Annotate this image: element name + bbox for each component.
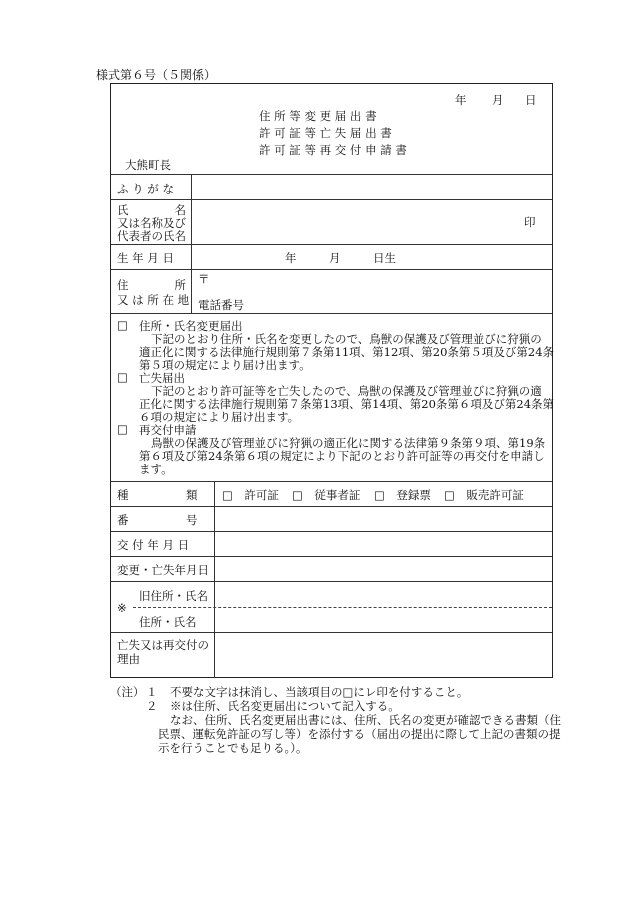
seal-mark: 印 xyxy=(524,215,536,229)
birth-date-field[interactable] xyxy=(192,245,552,269)
name-field[interactable] xyxy=(192,200,512,243)
change-date-field[interactable] xyxy=(215,557,552,581)
notes-prefix: （注） xyxy=(110,685,145,699)
date-year-label: 年 xyxy=(455,93,467,107)
address-label-line2: 又 は 所 在 地 xyxy=(117,293,190,307)
furigana-field[interactable] xyxy=(192,175,552,199)
section-loss-text: ６項の規定により届け出ます。 xyxy=(139,410,300,424)
old-address-name-label: 旧住所・氏名 xyxy=(139,589,208,603)
section-reissue-text: 鳥獣の保護及び管理並びに狩猟の適正化に関する法律第９条第９項、第19条 xyxy=(151,436,546,450)
note-1-text: 不要な文字は抹消し、当該項目の□にレ印を付すること。 xyxy=(170,685,469,699)
row-divider xyxy=(111,313,552,314)
note-2-text: ※は住所、氏名変更届出について記入する。 xyxy=(170,699,400,713)
address-label: 住 所 xyxy=(117,278,186,292)
address-field[interactable] xyxy=(192,270,552,312)
type-label: 種 類 xyxy=(117,488,198,502)
type-option-worker-certificate[interactable]: □ 従事者証 xyxy=(292,488,361,502)
note-2-extra: 民票、運転免許証の写し等）を添付する（届出の提出に際して上記の書類の提 xyxy=(158,727,561,741)
note-2-number: ２ xyxy=(146,699,158,713)
section-loss-text: 下記のとおり許可証等を亡失したので、鳥獣の保護及び管理並びに狩猟の適 xyxy=(151,384,542,398)
form-id: 様式第６号（５関係） xyxy=(96,68,217,82)
birth-month-label: 月 xyxy=(329,251,341,265)
addressee: 大熊町長 xyxy=(125,158,171,172)
title-address-change: 住 所 等 変 更 届 出 書 xyxy=(259,109,377,123)
name-label-line3: 代表者の氏名 xyxy=(117,229,186,243)
postal-mark: 〒 xyxy=(198,272,210,286)
application-form xyxy=(110,83,553,678)
row-divider xyxy=(111,481,552,482)
name-label-line2: 又は名称及び xyxy=(117,216,186,230)
new-address-name-field[interactable] xyxy=(215,608,552,632)
type-option-registration[interactable]: □ 登録票 xyxy=(374,488,431,502)
section-loss-text: 正化に関する法律施行規則第７条第13項、第14項、第20条第６項及び第24条第 xyxy=(139,397,555,411)
date-month-label: 月 xyxy=(492,93,504,107)
section-reissue-checkbox[interactable]: □ xyxy=(117,422,128,436)
reason-label: 亡失又は再交付の xyxy=(117,638,209,652)
old-address-name-field[interactable] xyxy=(215,582,552,606)
reason-field[interactable] xyxy=(215,633,552,677)
type-option-sales-permit[interactable]: □ 販売許可証 xyxy=(444,488,524,502)
title-reissue-application: 許 可 証 等 再 交 付 申 請 書 xyxy=(259,143,407,157)
section-loss-checkbox[interactable]: □ xyxy=(117,370,128,384)
note-2-extra: なお、住所、氏名変更届出書には、住所、氏名の変更が確認できる書類（住 xyxy=(170,713,561,727)
birth-year-label: 年 xyxy=(285,251,297,265)
type-option-permit[interactable]: □ 許可証 xyxy=(222,488,279,502)
issue-date-field[interactable] xyxy=(215,532,552,556)
section-reissue-text: 第６項及び第24条第６項の規定により下記のとおり許可証等の再交付を申請し xyxy=(139,449,545,463)
birth-day-label: 日生 xyxy=(373,251,396,265)
number-field[interactable] xyxy=(215,507,552,531)
new-address-name-label: 住所・氏名 xyxy=(139,615,197,629)
issue-date-label: 交 付 年 月 日 xyxy=(117,538,190,552)
section-loss-title: 亡失届出 xyxy=(139,371,185,385)
note-1-number: １ xyxy=(146,685,158,699)
section-address-change-title: 住所・氏名変更届出 xyxy=(139,319,243,333)
number-label: 番 号 xyxy=(117,513,198,527)
note-2-extra: 示を行うことでも足りる。）。 xyxy=(158,741,308,755)
reason-label-line2: 理由 xyxy=(117,652,140,666)
section-address-change-text: 第５項の規定により届け出ます。 xyxy=(139,358,311,372)
name-label: 氏 名 xyxy=(117,203,186,217)
section-address-change-text: 適正化に関する法律施行規則第７条第11項、第12項、第20条第５項及び第24条 xyxy=(139,345,555,359)
phone-label: 電話番号 xyxy=(198,298,244,312)
title-loss-report: 許 可 証 等 亡 失 届 出 書 xyxy=(259,126,392,140)
star-mark: ※ xyxy=(117,601,127,615)
section-reissue-title: 再交付申請 xyxy=(139,423,197,437)
furigana-label: ふ り が な xyxy=(117,182,174,196)
section-address-change-text: 下記のとおり住所・氏名を変更したので、鳥獣の保護及び管理並びに狩猟の xyxy=(151,332,542,346)
change-date-label: 変更・亡失年月日 xyxy=(117,563,209,577)
birth-date-label: 生 年 月 日 xyxy=(117,251,174,265)
section-address-change-checkbox[interactable]: □ xyxy=(117,318,128,332)
date-day-label: 日 xyxy=(525,93,537,107)
section-reissue-text: ます。 xyxy=(139,462,173,476)
